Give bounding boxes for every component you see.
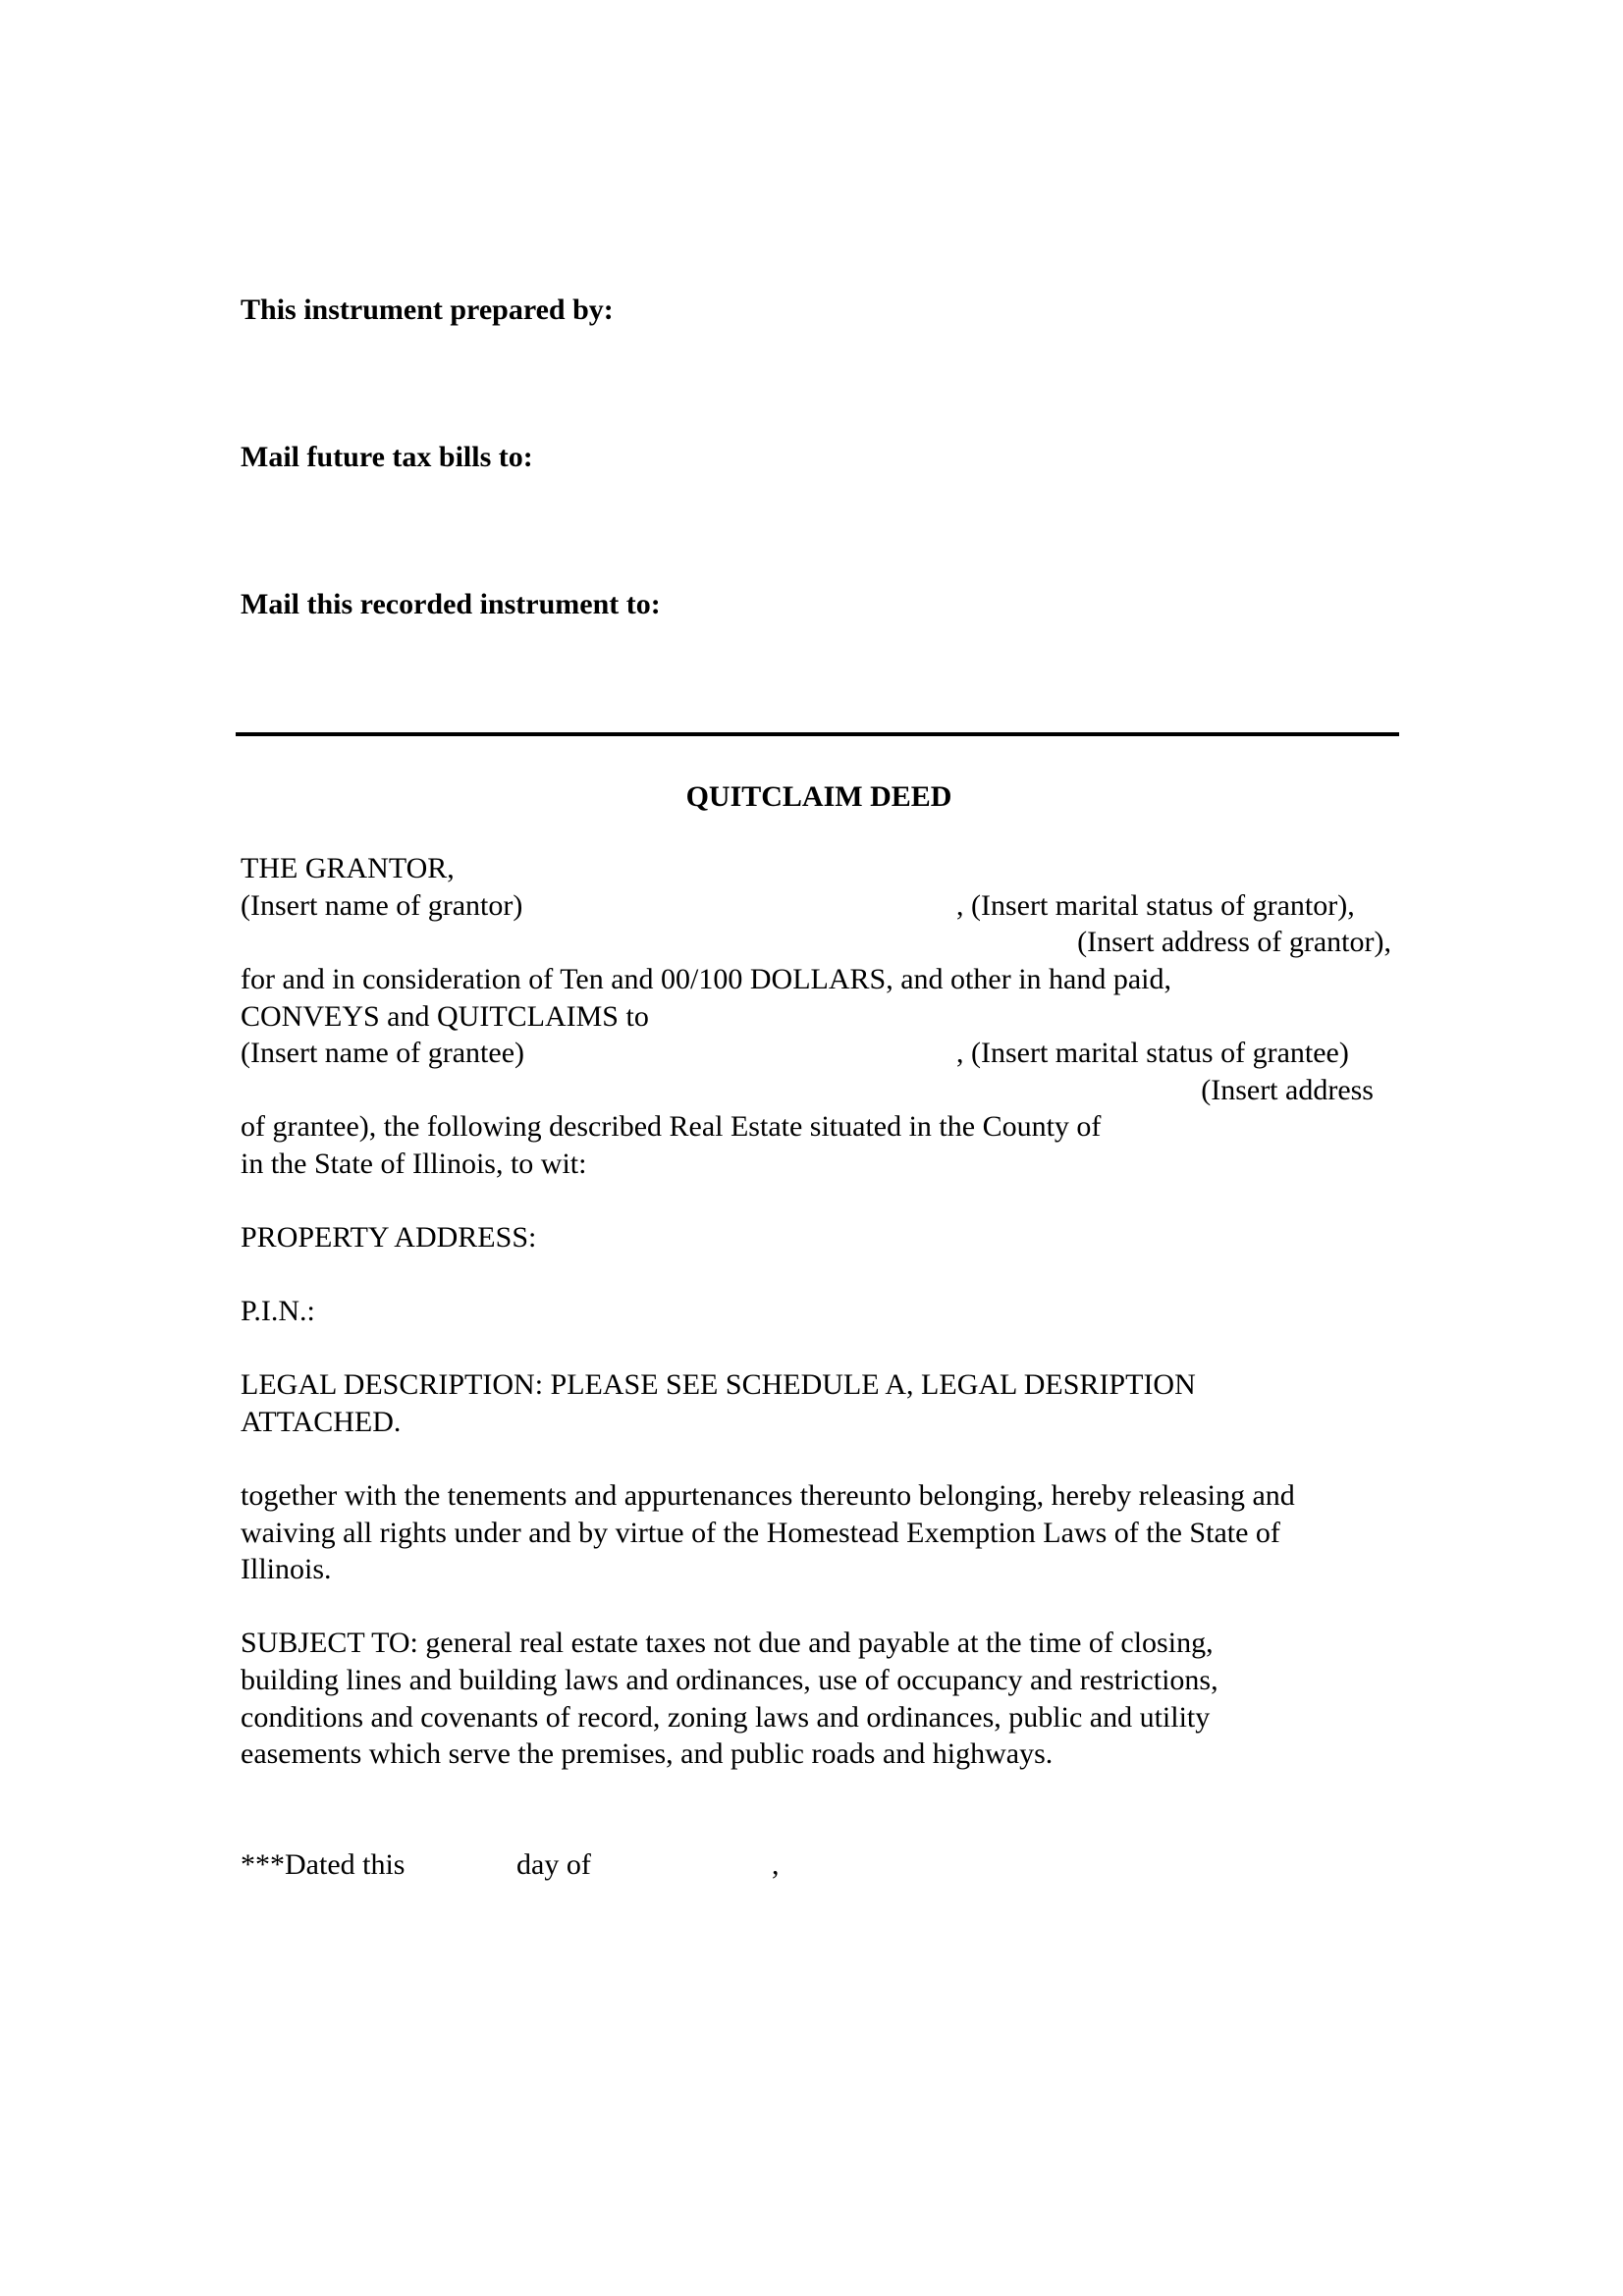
conveys-text: CONVEYS and QUITCLAIMS to: [241, 1000, 649, 1033]
grantor-name: (Insert name of grantor): [241, 889, 523, 922]
property-address-label: PROPERTY ADDRESS:: [241, 1221, 537, 1254]
horizontal-divider: [236, 732, 1399, 736]
pin-label: P.I.N.:: [241, 1295, 315, 1327]
subject-to-line: conditions and covenants of record, zoning laws and ordinances, public and utility: [241, 1701, 1211, 1734]
grantee-address: (Insert address: [1201, 1074, 1374, 1106]
legal-description-line: LEGAL DESCRIPTION: PLEASE SEE SCHEDULE A, LEGAL DESRIPTION: [241, 1368, 1196, 1401]
dated-prefix: ***Dated this: [241, 1848, 406, 1881]
prepared-by-label: This instrument prepared by:: [241, 294, 614, 326]
mail-recorded-label: Mail this recorded instrument to:: [241, 588, 661, 620]
grantor-heading: THE GRANTOR,: [241, 852, 455, 884]
dated-comma: ,: [772, 1848, 780, 1881]
together-line: Illinois.: [241, 1553, 332, 1585]
subject-to-line: building lines and building laws and ordinances, use of occupancy and restrictions,: [241, 1664, 1218, 1696]
grantor-marital-status: , (Insert marital status of grantor),: [956, 889, 1355, 922]
state-line: in the State of Illinois, to wit:: [241, 1148, 587, 1180]
grantor-address: (Insert address of grantor),: [1077, 926, 1391, 958]
document-title: QUITCLAIM DEED: [685, 780, 952, 813]
together-line: together with the tenements and appurtenances thereunto belonging, hereby releasing and: [241, 1479, 1295, 1512]
consideration-text: for and in consideration of Ten and 00/100 DOLLARS, and other in hand paid,: [241, 963, 1171, 995]
dated-day-of: day of: [516, 1848, 591, 1881]
grantee-name: (Insert name of grantee): [241, 1037, 525, 1069]
mail-tax-bills-label: Mail future tax bills to:: [241, 441, 533, 473]
together-line: waiving all rights under and by virtue of the Homestead Exemption Laws of the State of: [241, 1517, 1280, 1549]
subject-to-line: SUBJECT TO: general real estate taxes not due and payable at the time of closing,: [241, 1627, 1214, 1659]
subject-to-line: easements which serve the premises, and public roads and highways.: [241, 1737, 1054, 1770]
grantee-address-continued: of grantee), the following described Real Estate situated in the County of: [241, 1110, 1102, 1143]
grantee-marital-status: , (Insert marital status of grantee): [956, 1037, 1349, 1069]
legal-description-line: ATTACHED.: [241, 1406, 402, 1438]
